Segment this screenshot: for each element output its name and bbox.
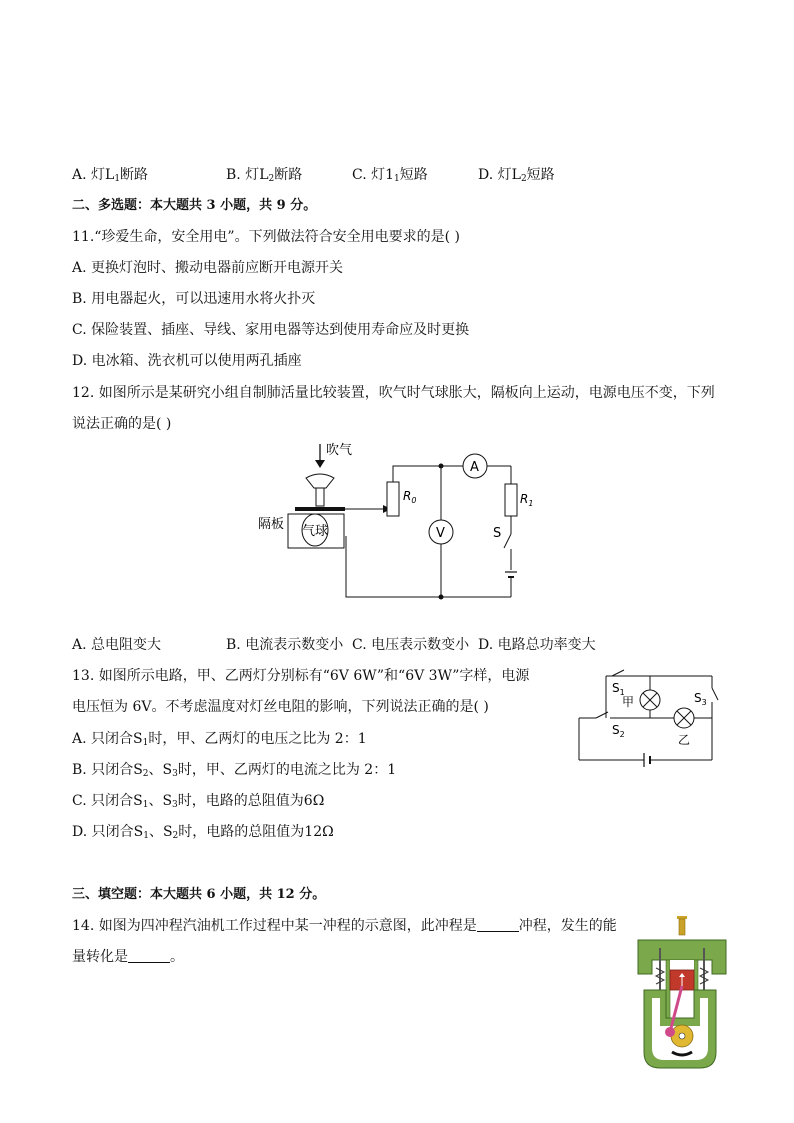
q12-stem-line1: 12. 如图所示是某研究小组自制肺活量比较装置，吹气时气球胀大，隔板向上运动，电源电压不变，下列 xyxy=(72,385,715,401)
q12-option-c: C. 电压表示数变小 xyxy=(352,637,470,653)
q12-option-d: D. 电路总功率变大 xyxy=(478,637,596,653)
s3-label: $S_3$ xyxy=(694,691,707,707)
q11-option-d: D. 电冰箱、洗衣机可以使用两孔插座 xyxy=(72,353,302,369)
q13-stem-line2: 电压恒为 6V。不考虑温度对灯丝电阻的影响，下列说法正确的是( ) xyxy=(72,699,489,715)
q10-option-c: C. 灯$1_1$短路 xyxy=(352,167,428,184)
r1-label: $R_1$ xyxy=(520,492,534,508)
q14-line2: 量转化是 。 xyxy=(72,949,184,965)
r0-label: $R_0$ xyxy=(403,489,417,505)
q10-option-a: A. 灯$L_1$断路 xyxy=(72,167,149,184)
q11-option-b: B. 用电器起火，可以迅速用水将火扑灭 xyxy=(72,291,316,307)
q14-blank-1 xyxy=(477,919,519,932)
q12-option-a: A. 总电阻变大 xyxy=(72,637,162,653)
q13-circuit-figure xyxy=(574,668,719,768)
section-2-title: 二、多选题：本大题共 3 小题，共 9 分。 xyxy=(72,198,317,213)
q12-stem-line2: 说法正确的是( ) xyxy=(72,416,172,432)
svg-text:V: V xyxy=(436,526,445,541)
q13-option-d: D. 只闭合$S_1$、$S_2$时，电路的总阻值为12Ω xyxy=(72,824,334,841)
svg-text:A: A xyxy=(470,460,479,475)
q14-blank-2 xyxy=(128,950,170,963)
svg-text:乙: 乙 xyxy=(678,733,691,747)
svg-text:甲: 甲 xyxy=(622,695,635,709)
q13-stem-line1: 13. 如图所示电路，甲、乙两灯分别标有“6V 6W”和“6V 3W”字样，电源 xyxy=(72,668,530,684)
q14-engine-figure xyxy=(630,912,730,1072)
q11-option-a: A. 更换灯泡时、搬动电器前应断开电源开关 xyxy=(72,260,344,276)
s2-label: $S_2$ xyxy=(612,723,625,739)
s1-label: $S_1$ xyxy=(612,681,625,697)
q14-line1: 14. 如图为四冲程汽油机工作过程中某一冲程的示意图，此冲程是 冲程，发生的能 xyxy=(72,918,617,934)
q13-option-c: C. 只闭合$S_1$、$S_3$时，电路的总阻值为6Ω xyxy=(72,793,325,810)
q10-option-d: D. 灯$L_2$短路 xyxy=(478,167,555,184)
q10-option-b: B. 灯$L_2$断路 xyxy=(226,167,303,184)
switch-label: S xyxy=(493,526,502,541)
section-3-title: 三、填空题：本大题共 6 小题，共 12 分。 xyxy=(72,887,326,902)
balloon-label: 气球 xyxy=(302,524,329,539)
q12-option-b: B. 电流表示数变小 xyxy=(226,637,344,653)
q11-stem: 11.“珍爱生命，安全用电”。下列做法符合安全用电要求的是( ) xyxy=(72,229,460,245)
partition-label: 隔板 xyxy=(258,517,285,532)
q13-option-b: B. 只闭合$S_2$、$S_3$时，甲、乙两灯的电流之比为 2：1 xyxy=(72,762,397,779)
q12-circuit-figure xyxy=(250,436,540,606)
q13-option-a: A. 只闭合$S_1$时，甲、乙两灯的电压之比为 2：1 xyxy=(72,731,367,748)
blow-label: 吹气 xyxy=(326,443,353,458)
q11-option-c: C. 保险装置、插座、导线、家用电器等达到使用寿命应及时更换 xyxy=(72,322,470,338)
